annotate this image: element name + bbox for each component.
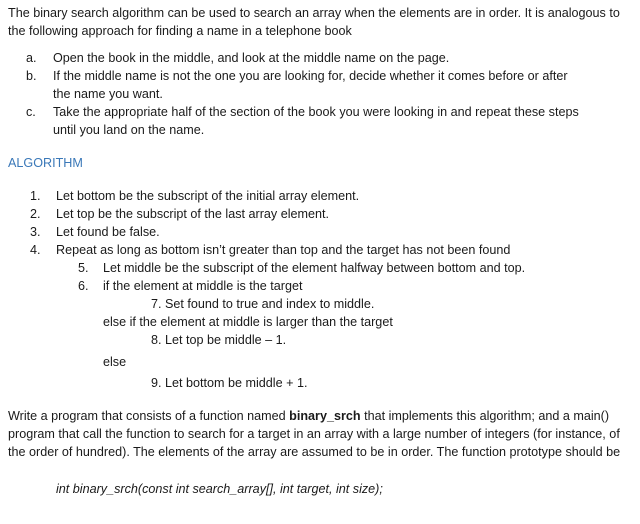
step-marker: b. xyxy=(26,69,37,83)
step-b xyxy=(8,67,632,85)
intro-paragraph: The binary search algorithm can be used to search an array when the elements are in order. It is analogous to the following approach for finding a name in a telephone book xyxy=(8,6,620,38)
algorithm-step-4 xyxy=(8,241,632,259)
function-prototype: int binary_srch(const int search_array[], int target, int size); xyxy=(56,482,383,496)
step-text: else if the element at middle is larger than the target xyxy=(103,315,393,329)
algorithm-step-1 xyxy=(8,187,632,205)
step-number: 6. xyxy=(78,279,89,293)
step-text: If the middle name is not the one you are looking for, decide whether it comes before or after xyxy=(53,69,568,83)
step-text: Take the appropriate half of the section of the book you were looking in and repeat these steps xyxy=(53,105,579,119)
document-body xyxy=(8,4,632,498)
step-text: 7. Set found to true and index to middle. xyxy=(151,297,375,311)
step-marker: a. xyxy=(26,51,37,65)
step-text: Let top be the subscript of the last array element. xyxy=(56,207,330,221)
step-text: Let middle be the subscript of the element halfway between bottom and top. xyxy=(103,261,526,275)
step-c-continued xyxy=(8,121,632,139)
step-marker: c. xyxy=(26,105,36,119)
step-text: the name you want. xyxy=(53,87,163,101)
step-text: else xyxy=(103,355,127,369)
step-text: Open the book in the middle, and look at the middle name on the page. xyxy=(53,51,450,65)
algorithm-step-8 xyxy=(8,331,632,349)
algorithm-step-3 xyxy=(8,223,632,241)
step-a xyxy=(8,49,632,67)
task-text: that implements this algorithm; and a main() program that call the function to search for a target in an array with a large number of integers (for instance, of the order of hundred). The elements of the array are assumed to be in order. The function prototype should be xyxy=(8,409,621,459)
algorithm-else-if xyxy=(8,313,632,331)
algorithm-step-7 xyxy=(8,295,632,313)
step-b-continued xyxy=(8,85,632,103)
phonebook-steps xyxy=(8,49,632,139)
step-text: until you land on the name. xyxy=(53,123,205,137)
step-number: 2. xyxy=(30,207,41,221)
step-number: 1. xyxy=(30,189,41,203)
algorithm-step-6 xyxy=(8,277,632,295)
step-text: Let bottom be the subscript of the initial array element. xyxy=(56,189,360,203)
step-text: 8. Let top be middle – 1. xyxy=(151,333,287,347)
algorithm-heading: ALGORITHM xyxy=(8,156,83,170)
algorithm-else xyxy=(8,353,632,371)
algorithm-list xyxy=(8,187,632,392)
step-number: 3. xyxy=(30,225,41,239)
algorithm-step-5 xyxy=(8,259,632,277)
algorithm-step-2 xyxy=(8,205,632,223)
step-c xyxy=(8,103,632,121)
task-text: Write a program that consists of a function named xyxy=(8,409,290,423)
step-number: 5. xyxy=(78,261,89,275)
step-number: 4. xyxy=(30,243,41,257)
function-name: binary_srch xyxy=(289,409,361,423)
step-text: 9. Let bottom be middle + 1. xyxy=(151,376,308,390)
step-text: Repeat as long as bottom isn’t greater than top and the target has not been found xyxy=(56,243,511,257)
task-paragraph xyxy=(8,407,632,461)
algorithm-step-9 xyxy=(8,374,632,392)
step-text: Let found be false. xyxy=(56,225,160,239)
step-text: if the element at middle is the target xyxy=(103,279,303,293)
